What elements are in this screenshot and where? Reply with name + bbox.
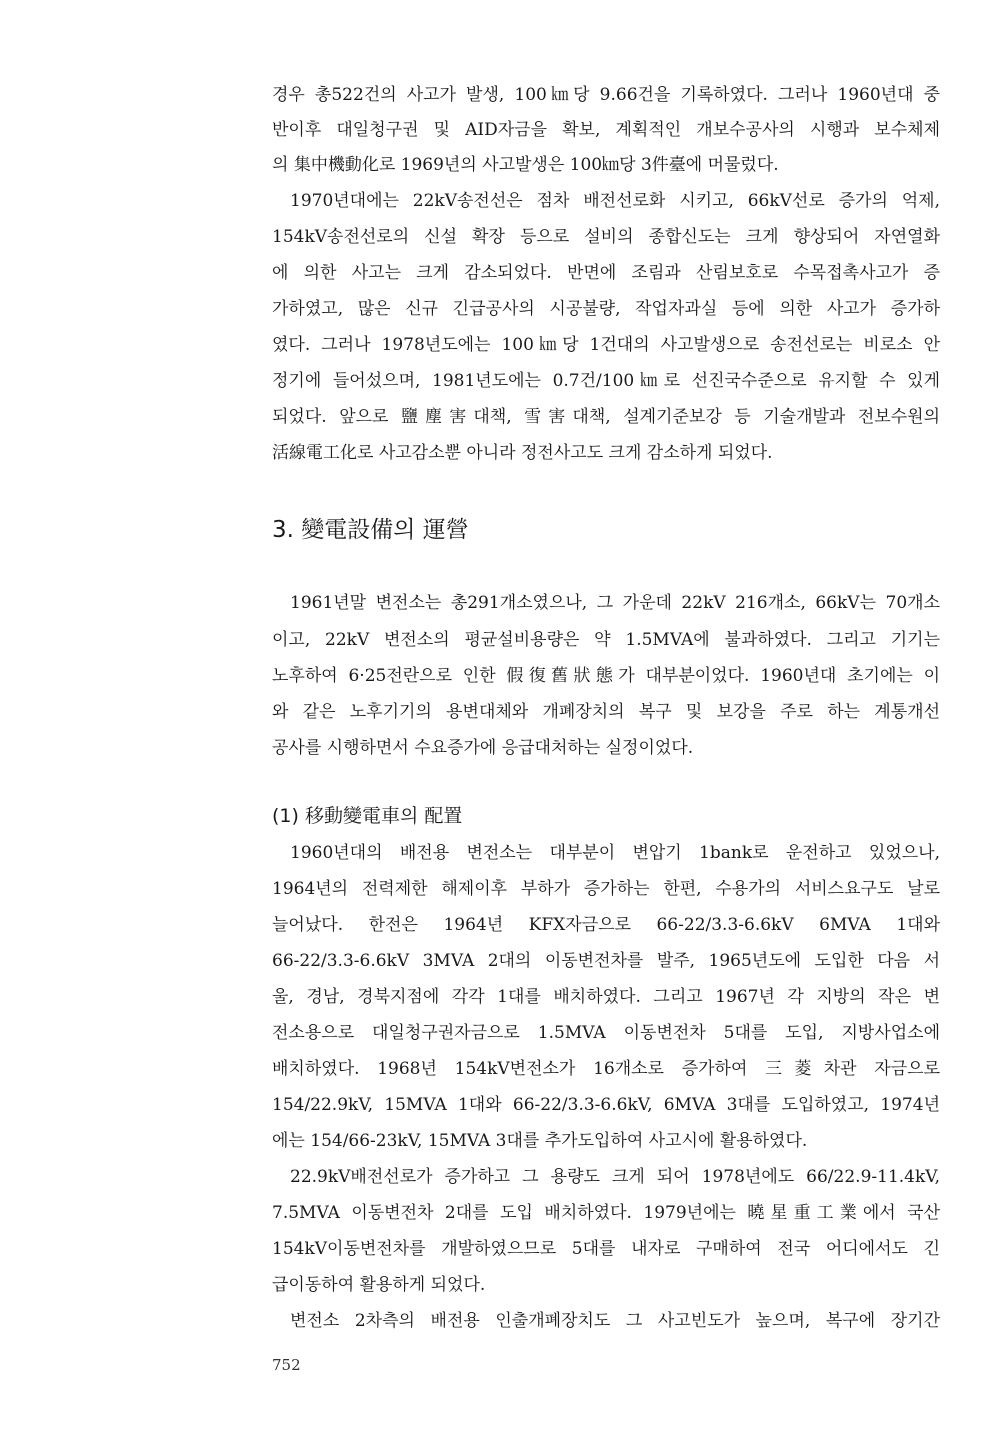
text-line: 되었다. 앞으로 鹽塵害대책, 雪害대책, 설계기준보강 등 기술개발과 전보수원의 xyxy=(272,407,940,427)
text-line: 와 같은 노후기기의 용변대체와 개폐장치의 복구 및 보강을 주로 하는 계통개선 xyxy=(272,702,940,722)
text-line: 급이동하여 활용하게 되었다. xyxy=(272,1275,486,1295)
text-line: 경우 총522건의 사고가 발생, 100㎞당 9.66건을 기록하였다. 그러나 1960년대 중 xyxy=(272,85,940,105)
text-line: 154/22.9kV, 15MVA 1대와 66-22/3.3-6.6kV, 6MVA 3대를 도입하였고, 1974년 xyxy=(272,1095,940,1115)
text-line: 에 의한 사고는 크게 감소되었다. 반면에 조림과 산림보호로 수목접촉사고가 증 xyxy=(272,263,940,283)
page-number: 752 xyxy=(272,1356,301,1374)
text-line: 7.5MVA 이동변전차 2대를 도입 배치하였다. 1979년에는 曉星重工業에서 국산 xyxy=(272,1203,940,1223)
text-line: 22.9kV배전선로가 증가하고 그 용량도 크게 되어 1978년에도 66/22.9-11.4kV, xyxy=(290,1167,940,1187)
text-line: 노후하여 6·25전란으로 인한 假復舊狀態가 대부분이었다. 1960년대 초기에는 이 xyxy=(272,666,940,686)
text-line: 였다. 그러나 1978년도에는 100㎞당 1건대의 사고발생으로 송전선로는 비로소 안 xyxy=(272,335,940,355)
text-line: 154kV이동변전차를 개발하였으므로 5대를 내자로 구매하여 전국 어디에서도 긴 xyxy=(272,1239,940,1259)
text-line: 1970년대에는 22kV송전선은 점차 배전선로화 시키고, 66kV선로 증가의 억제, xyxy=(290,191,940,211)
text-line: 정기에 들어섰으며, 1981년도에는 0.7건/100㎞로 선진국수준으로 유지할 수 있게 xyxy=(272,371,940,391)
text-line: 늘어났다. 한전은 1964년 KFX자금으로 66-22/3.3-6.6kV 6MVA 1대와 xyxy=(272,915,940,935)
text-line: 154kV송전선로의 신설 확장 등으로 설비의 종합신도는 크게 향상되어 자연열화 xyxy=(272,227,940,247)
text-line: 가하였고, 많은 신규 긴급공사의 시공불량, 작업자과실 등에 의한 사고가 증가하 xyxy=(272,299,940,319)
text-line: 반이후 대일청구권 및 AID자금을 확보, 계획적인 개보수공사의 시행과 보수체제 xyxy=(272,120,940,140)
text-line: 공사를 시행하면서 수요증가에 응급대처하는 실정이었다. xyxy=(272,738,694,758)
text-line: 1960년대의 배전용 변전소는 대부분이 변압기 1bank로 운전하고 있었으나, xyxy=(290,843,940,863)
text-line: 에는 154/66-23kV, 15MVA 3대를 추가도입하여 사고시에 활용하였다. xyxy=(272,1131,808,1151)
text-line: 66-22/3.3-6.6kV 3MVA 2대의 이동변전차를 발주, 1965년도에 도입한 다음 서 xyxy=(272,951,940,971)
text-line: 변전소 2차측의 배전용 인출개폐장치도 그 사고빈도가 높으며, 복구에 장기간 xyxy=(290,1311,940,1331)
text-line: 1964년의 전력제한 해제이후 부하가 증가하는 한편, 수용가의 서비스요구도 날로 xyxy=(272,879,940,899)
text-line: 의 集中機動化로 1969년의 사고발생은 100㎞당 3件臺에 머물렀다. xyxy=(272,155,779,175)
section-heading: 3. 變電設備의 運營 xyxy=(272,517,469,543)
text-line: 전소용으로 대일청구권자금으로 1.5MVA 이동변전차 5대를 도입, 지방사업소에 xyxy=(272,1023,940,1043)
text-line: 울, 경남, 경북지점에 각각 1대를 배치하였다. 그리고 1967년 각 지방의 작은 변 xyxy=(272,987,940,1007)
text-line: 이고, 22kV 변전소의 평균설비용량은 약 1.5MVA에 불과하였다. 그리고 기기는 xyxy=(272,630,940,650)
text-line: 배치하였다. 1968년 154kV변전소가 16개소로 증가하여 三菱차관 자금으로 xyxy=(272,1059,940,1079)
text-line: 1961년말 변전소는 총291개소였으나, 그 가운데 22kV 216개소, 66kV는 70개소 xyxy=(290,593,940,613)
text-line: 活線電工化로 사고감소뿐 아니라 정전사고도 크게 감소하게 되었다. xyxy=(272,443,773,463)
subsection-heading: (1) 移動變電車의 配置 xyxy=(272,805,463,827)
